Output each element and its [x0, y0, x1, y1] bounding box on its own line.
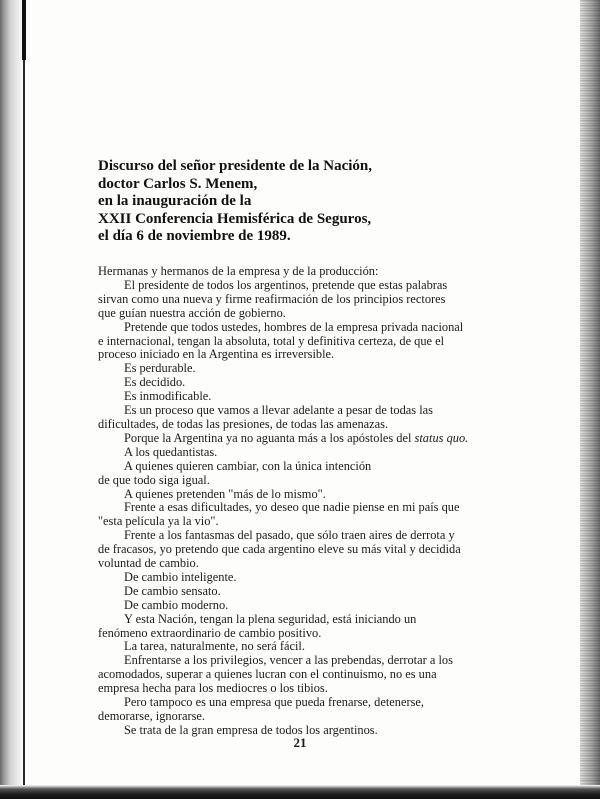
heading-line: doctor Carlos S. Menem,	[98, 175, 258, 192]
paragraph	[98, 265, 522, 279]
text-line: acomodados, superar a quienes lucran con el continuismo, no es una	[98, 667, 437, 682]
paragraph	[98, 654, 522, 696]
heading-line: XXII Conferencia Hemisférica de Seguros,	[98, 210, 372, 227]
paragraph	[98, 585, 522, 599]
text-line: A los quedantistas.	[124, 444, 218, 459]
text-line: de que todo siga igual.	[98, 472, 210, 487]
text-line: voluntad de cambio.	[98, 556, 199, 571]
text-line: fenómeno extraordinario de cambio positivo.	[98, 625, 322, 640]
text-line: Es inmodificable.	[124, 389, 212, 404]
page-number: 21	[293, 735, 307, 750]
text-line: Y esta Nación, tengan la plena seguridad, está iniciando un	[124, 611, 417, 626]
italic-term: status quo.	[414, 430, 469, 445]
paragraph	[98, 571, 522, 585]
paragraph	[98, 599, 522, 613]
text-line: El presidente de todos los argentinos, pretende que estas palabras	[124, 277, 448, 292]
text-line: La tarea, naturalmente, no será fácil.	[124, 639, 305, 654]
paragraph	[98, 488, 522, 502]
text-line: De cambio inteligente.	[124, 569, 237, 584]
text-line: Hermanas y hermanos de la empresa y de la producción:	[98, 264, 379, 278]
text-line: A quienes quieren cambiar, con la única intención	[124, 458, 372, 473]
binding-mark	[22, 0, 26, 60]
text-line: dificultades, de todas las presiones, de todas las amenazas.	[98, 416, 389, 431]
text-line: proceso iniciado en la Argentina es irreversible.	[98, 347, 335, 362]
text-line: Pero tampoco es una empresa que pueda frenarse, detenerse,	[124, 695, 424, 710]
text-line: Es perdurable.	[124, 361, 196, 376]
paragraph	[98, 460, 522, 488]
text-line: De cambio sensato.	[124, 583, 221, 598]
text-line: De cambio moderno.	[124, 597, 229, 612]
paragraph	[98, 613, 522, 641]
text-line	[98, 432, 522, 446]
text-line: "esta película ya la vio".	[98, 514, 219, 529]
paragraph	[98, 376, 522, 390]
binding-edge-line	[23, 0, 25, 799]
text-line: Frente a esas dificultades, yo deseo que nadie piense en mi país que	[124, 500, 460, 515]
text-line: Es un proceso que vamos a llevar adelante a pesar de todas las	[124, 403, 433, 418]
heading-line: Discurso del señor presidente de la Nación,	[98, 158, 373, 174]
scan-edge-right	[580, 0, 600, 799]
paragraph	[98, 501, 522, 529]
heading-line: en la inauguración de la	[98, 193, 252, 209]
text-line: A quienes pretenden "más de lo mismo".	[124, 486, 326, 501]
text-line: demorarse, ignorarse.	[98, 709, 205, 723]
text-line: Frente a los fantasmas del pasado, que sólo traen aires de derrota y	[124, 528, 455, 543]
text-line: que guían nuestra acción de gobierno.	[98, 305, 286, 320]
binding-shadow	[0, 0, 24, 799]
text-line: Pretende que todos ustedes, hombres de la empresa privada nacional	[124, 319, 464, 334]
text-line: de fracasos, yo pretendo que cada argentino eleve su más vital y decidida	[98, 542, 461, 557]
text-line: sirvan como una nueva y firme reafirmación de los principios rectores	[98, 291, 446, 306]
speech-body	[98, 265, 522, 738]
paragraph	[98, 362, 522, 376]
paragraph	[98, 279, 522, 321]
text-line: empresa hecha para los mediocres o los tibios.	[98, 681, 328, 696]
scan-edge-bottom	[0, 785, 600, 799]
paragraph	[98, 390, 522, 404]
paragraph	[98, 404, 522, 432]
speech-heading	[98, 158, 518, 246]
text-line: Se trata de la gran empresa de todos los argentinos.	[124, 722, 378, 737]
text-run: Porque la Argentina ya no aguanta más a los apóstoles del	[124, 430, 415, 445]
text-line: Es decidido.	[124, 375, 186, 390]
paragraph	[98, 432, 522, 446]
paragraph	[98, 321, 522, 363]
text-line: Enfrentarse a los privilegios, vencer a las prebendas, derrotar a los	[124, 653, 453, 668]
heading-line: el día 6 de noviembre de 1989.	[98, 228, 291, 244]
text-line: e internacional, tengan la absoluta, total y definitiva certeza, de que el	[98, 333, 445, 348]
paragraph	[98, 529, 522, 571]
paragraph	[98, 696, 522, 724]
paragraph	[98, 640, 522, 654]
paragraph	[98, 446, 522, 460]
